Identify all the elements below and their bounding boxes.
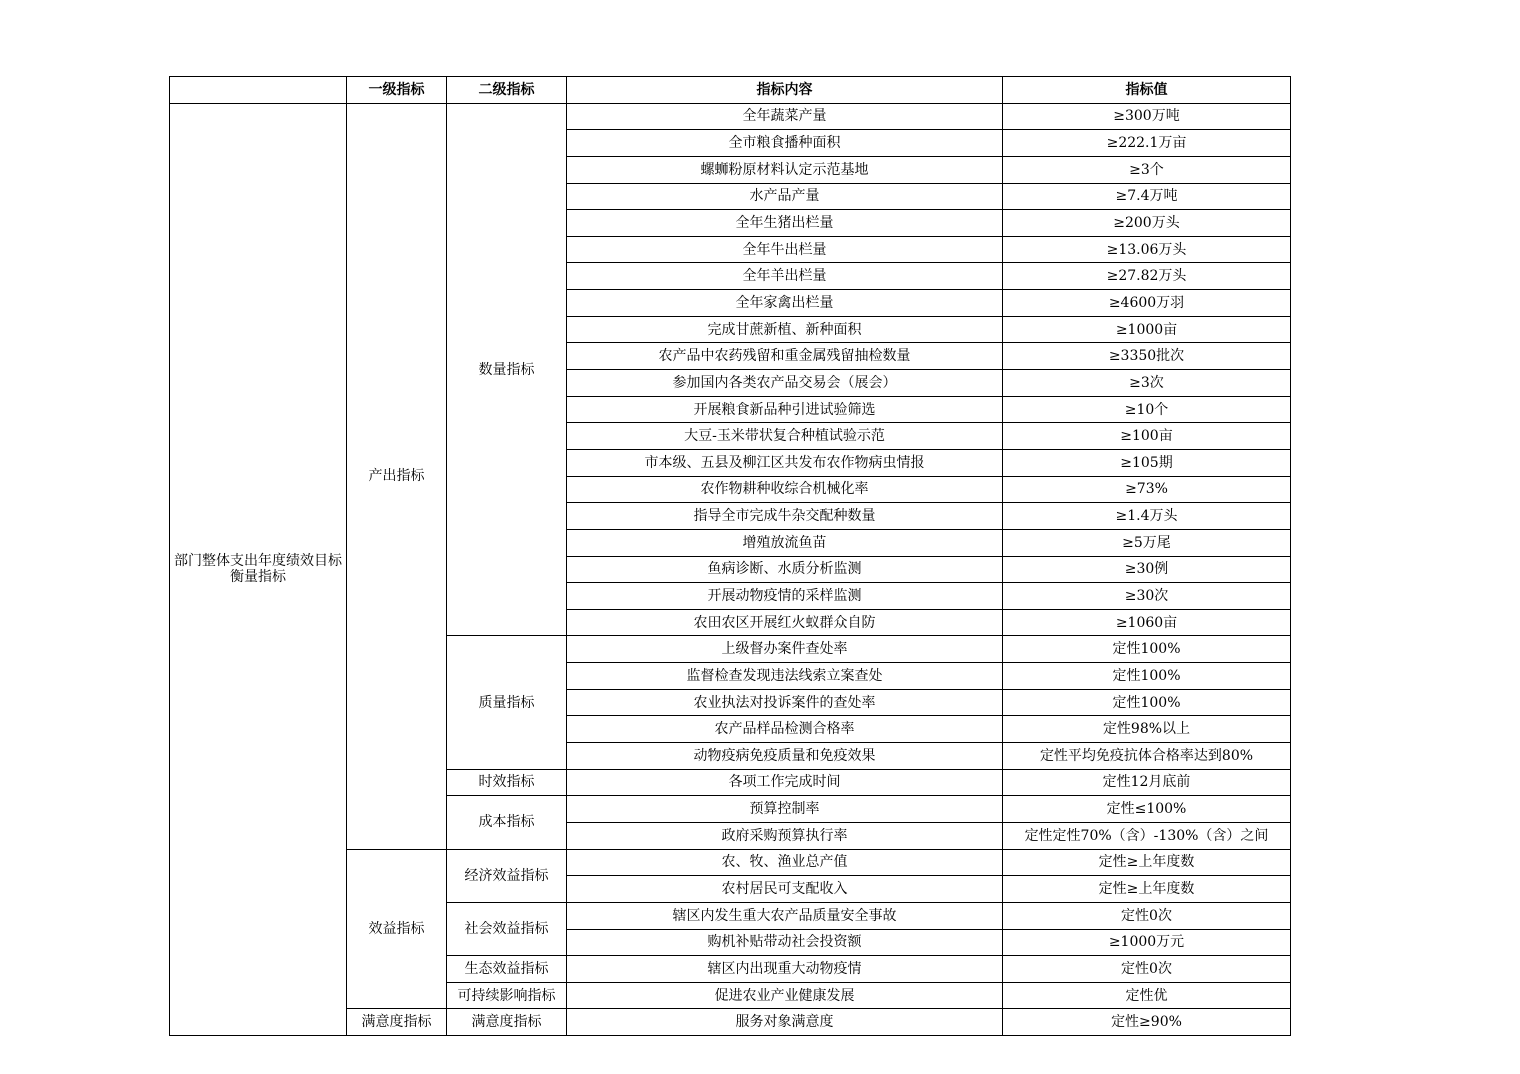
level1-satisfaction-cell: 满意度指标 xyxy=(347,1009,447,1036)
level2-quantity-cell: 数量指标 xyxy=(447,103,567,636)
indicator-content-cell: 水产品产量 xyxy=(567,183,1003,210)
header-value: 指标值 xyxy=(1003,77,1291,104)
indicator-content-cell: 全年牛出栏量 xyxy=(567,236,1003,263)
indicator-content-cell: 完成甘蔗新植、新种面积 xyxy=(567,316,1003,343)
indicator-value-cell: ≥300万吨 xyxy=(1003,103,1291,130)
level2-economic-cell: 经济效益指标 xyxy=(447,849,567,902)
header-row xyxy=(170,77,1291,104)
indicator-value-cell: ≥30次 xyxy=(1003,583,1291,610)
indicator-content-cell: 辖区内出现重大动物疫情 xyxy=(567,956,1003,983)
indicator-value-cell: ≥27.82万头 xyxy=(1003,263,1291,290)
indicator-content-cell: 农田农区开展红火蚁群众自防 xyxy=(567,609,1003,636)
indicator-value-cell: 定性≥上年度数 xyxy=(1003,876,1291,903)
level2-sustainable-cell: 可持续影响指标 xyxy=(447,982,567,1009)
level2-timeliness-cell: 时效指标 xyxy=(447,769,567,796)
indicator-value-cell: 定性100% xyxy=(1003,663,1291,690)
level2-ecological-cell: 生态效益指标 xyxy=(447,956,567,983)
indicator-content-cell: 全年生猪出栏量 xyxy=(567,210,1003,237)
indicator-value-cell: 定性≥上年度数 xyxy=(1003,849,1291,876)
indicator-value-cell: ≥1060亩 xyxy=(1003,609,1291,636)
indicator-content-cell: 全年家禽出栏量 xyxy=(567,290,1003,317)
header-blank-cell xyxy=(170,77,347,104)
indicator-value-cell: 定性优 xyxy=(1003,982,1291,1009)
indicator-value-cell: ≥4600万羽 xyxy=(1003,290,1291,317)
indicator-content-cell: 全市粮食播种面积 xyxy=(567,130,1003,157)
indicator-value-cell: ≥100亩 xyxy=(1003,423,1291,450)
indicator-content-cell: 预算控制率 xyxy=(567,796,1003,823)
indicator-value-cell: ≥30例 xyxy=(1003,556,1291,583)
indicator-content-cell: 农业执法对投诉案件的查处率 xyxy=(567,689,1003,716)
indicator-value-cell: ≥5万尾 xyxy=(1003,529,1291,556)
indicator-content-cell: 政府采购预算执行率 xyxy=(567,822,1003,849)
indicator-content-cell: 辖区内发生重大农产品质量安全事故 xyxy=(567,902,1003,929)
header-level2: 二级指标 xyxy=(447,77,567,104)
indicator-content-cell: 购机补贴带动社会投资额 xyxy=(567,929,1003,956)
level2-satisfaction-cell: 满意度指标 xyxy=(447,1009,567,1036)
indicator-value-cell: 定性98%以上 xyxy=(1003,716,1291,743)
indicator-content-cell: 螺蛳粉原材料认定示范基地 xyxy=(567,156,1003,183)
indicator-value-cell: 定性平均免疫抗体合格率达到80% xyxy=(1003,743,1291,770)
level2-quality-cell: 质量指标 xyxy=(447,636,567,769)
level1-output-cell: 产出指标 xyxy=(347,103,447,849)
indicator-value-cell: ≥1000亩 xyxy=(1003,316,1291,343)
indicator-value-cell: ≥1.4万头 xyxy=(1003,503,1291,530)
indicator-content-cell: 大豆-玉米带状复合种植试验示范 xyxy=(567,423,1003,450)
indicator-value-cell: 定性定性70%（含）-130%（含）之间 xyxy=(1003,822,1291,849)
level1-benefit-cell: 效益指标 xyxy=(347,849,447,1009)
indicator-value-cell: ≥73% xyxy=(1003,476,1291,503)
indicator-value-cell: 定性≤100% xyxy=(1003,796,1291,823)
indicator-content-cell: 农产品样品检测合格率 xyxy=(567,716,1003,743)
indicator-content-cell: 动物疫病免疫质量和免疫效果 xyxy=(567,743,1003,770)
indicator-content-cell: 鱼病诊断、水质分析监测 xyxy=(567,556,1003,583)
indicator-value-cell: 定性100% xyxy=(1003,636,1291,663)
indicator-value-cell: ≥200万头 xyxy=(1003,210,1291,237)
indicator-content-cell: 服务对象满意度 xyxy=(567,1009,1003,1036)
indicator-content-cell: 农村居民可支配收入 xyxy=(567,876,1003,903)
performance-indicator-table xyxy=(169,76,1291,1036)
indicator-value-cell: 定性12月底前 xyxy=(1003,769,1291,796)
indicator-value-cell: ≥1000万元 xyxy=(1003,929,1291,956)
indicator-content-cell: 农、牧、渔业总产值 xyxy=(567,849,1003,876)
main-category-cell: 部门整体支出年度绩效目标衡量指标 xyxy=(170,103,347,1035)
indicator-value-cell: ≥7.4万吨 xyxy=(1003,183,1291,210)
indicator-value-cell: ≥105期 xyxy=(1003,449,1291,476)
indicator-content-cell: 农产品中农药残留和重金属残留抽检数量 xyxy=(567,343,1003,370)
indicator-content-cell: 上级督办案件查处率 xyxy=(567,636,1003,663)
indicator-content-cell: 监督检查发现违法线索立案查处 xyxy=(567,663,1003,690)
indicator-content-cell: 各项工作完成时间 xyxy=(567,769,1003,796)
indicator-value-cell: 定性0次 xyxy=(1003,902,1291,929)
indicator-value-cell: 定性100% xyxy=(1003,689,1291,716)
indicator-content-cell: 指导全市完成牛杂交配种数量 xyxy=(567,503,1003,530)
header-content: 指标内容 xyxy=(567,77,1003,104)
indicator-value-cell: ≥13.06万头 xyxy=(1003,236,1291,263)
indicator-value-cell: 定性≥90% xyxy=(1003,1009,1291,1036)
indicator-value-cell: ≥222.1万亩 xyxy=(1003,130,1291,157)
indicator-content-cell: 全年蔬菜产量 xyxy=(567,103,1003,130)
indicator-value-cell: ≥3个 xyxy=(1003,156,1291,183)
indicator-content-cell: 开展动物疫情的采样监测 xyxy=(567,583,1003,610)
indicator-content-cell: 开展粮食新品种引进试验筛选 xyxy=(567,396,1003,423)
indicator-value-cell: ≥3350批次 xyxy=(1003,343,1291,370)
indicator-content-cell: 增殖放流鱼苗 xyxy=(567,529,1003,556)
indicator-content-cell: 农作物耕种收综合机械化率 xyxy=(567,476,1003,503)
indicator-content-cell: 全年羊出栏量 xyxy=(567,263,1003,290)
table-row xyxy=(170,103,1291,130)
level2-social-cell: 社会效益指标 xyxy=(447,902,567,955)
indicator-value-cell: ≥10个 xyxy=(1003,396,1291,423)
level2-cost-cell: 成本指标 xyxy=(447,796,567,849)
indicator-value-cell: 定性0次 xyxy=(1003,956,1291,983)
header-level1: 一级指标 xyxy=(347,77,447,104)
indicator-content-cell: 参加国内各类农产品交易会（展会） xyxy=(567,370,1003,397)
indicator-value-cell: ≥3次 xyxy=(1003,370,1291,397)
indicator-content-cell: 市本级、五县及柳江区共发布农作物病虫情报 xyxy=(567,449,1003,476)
indicator-content-cell: 促进农业产业健康发展 xyxy=(567,982,1003,1009)
